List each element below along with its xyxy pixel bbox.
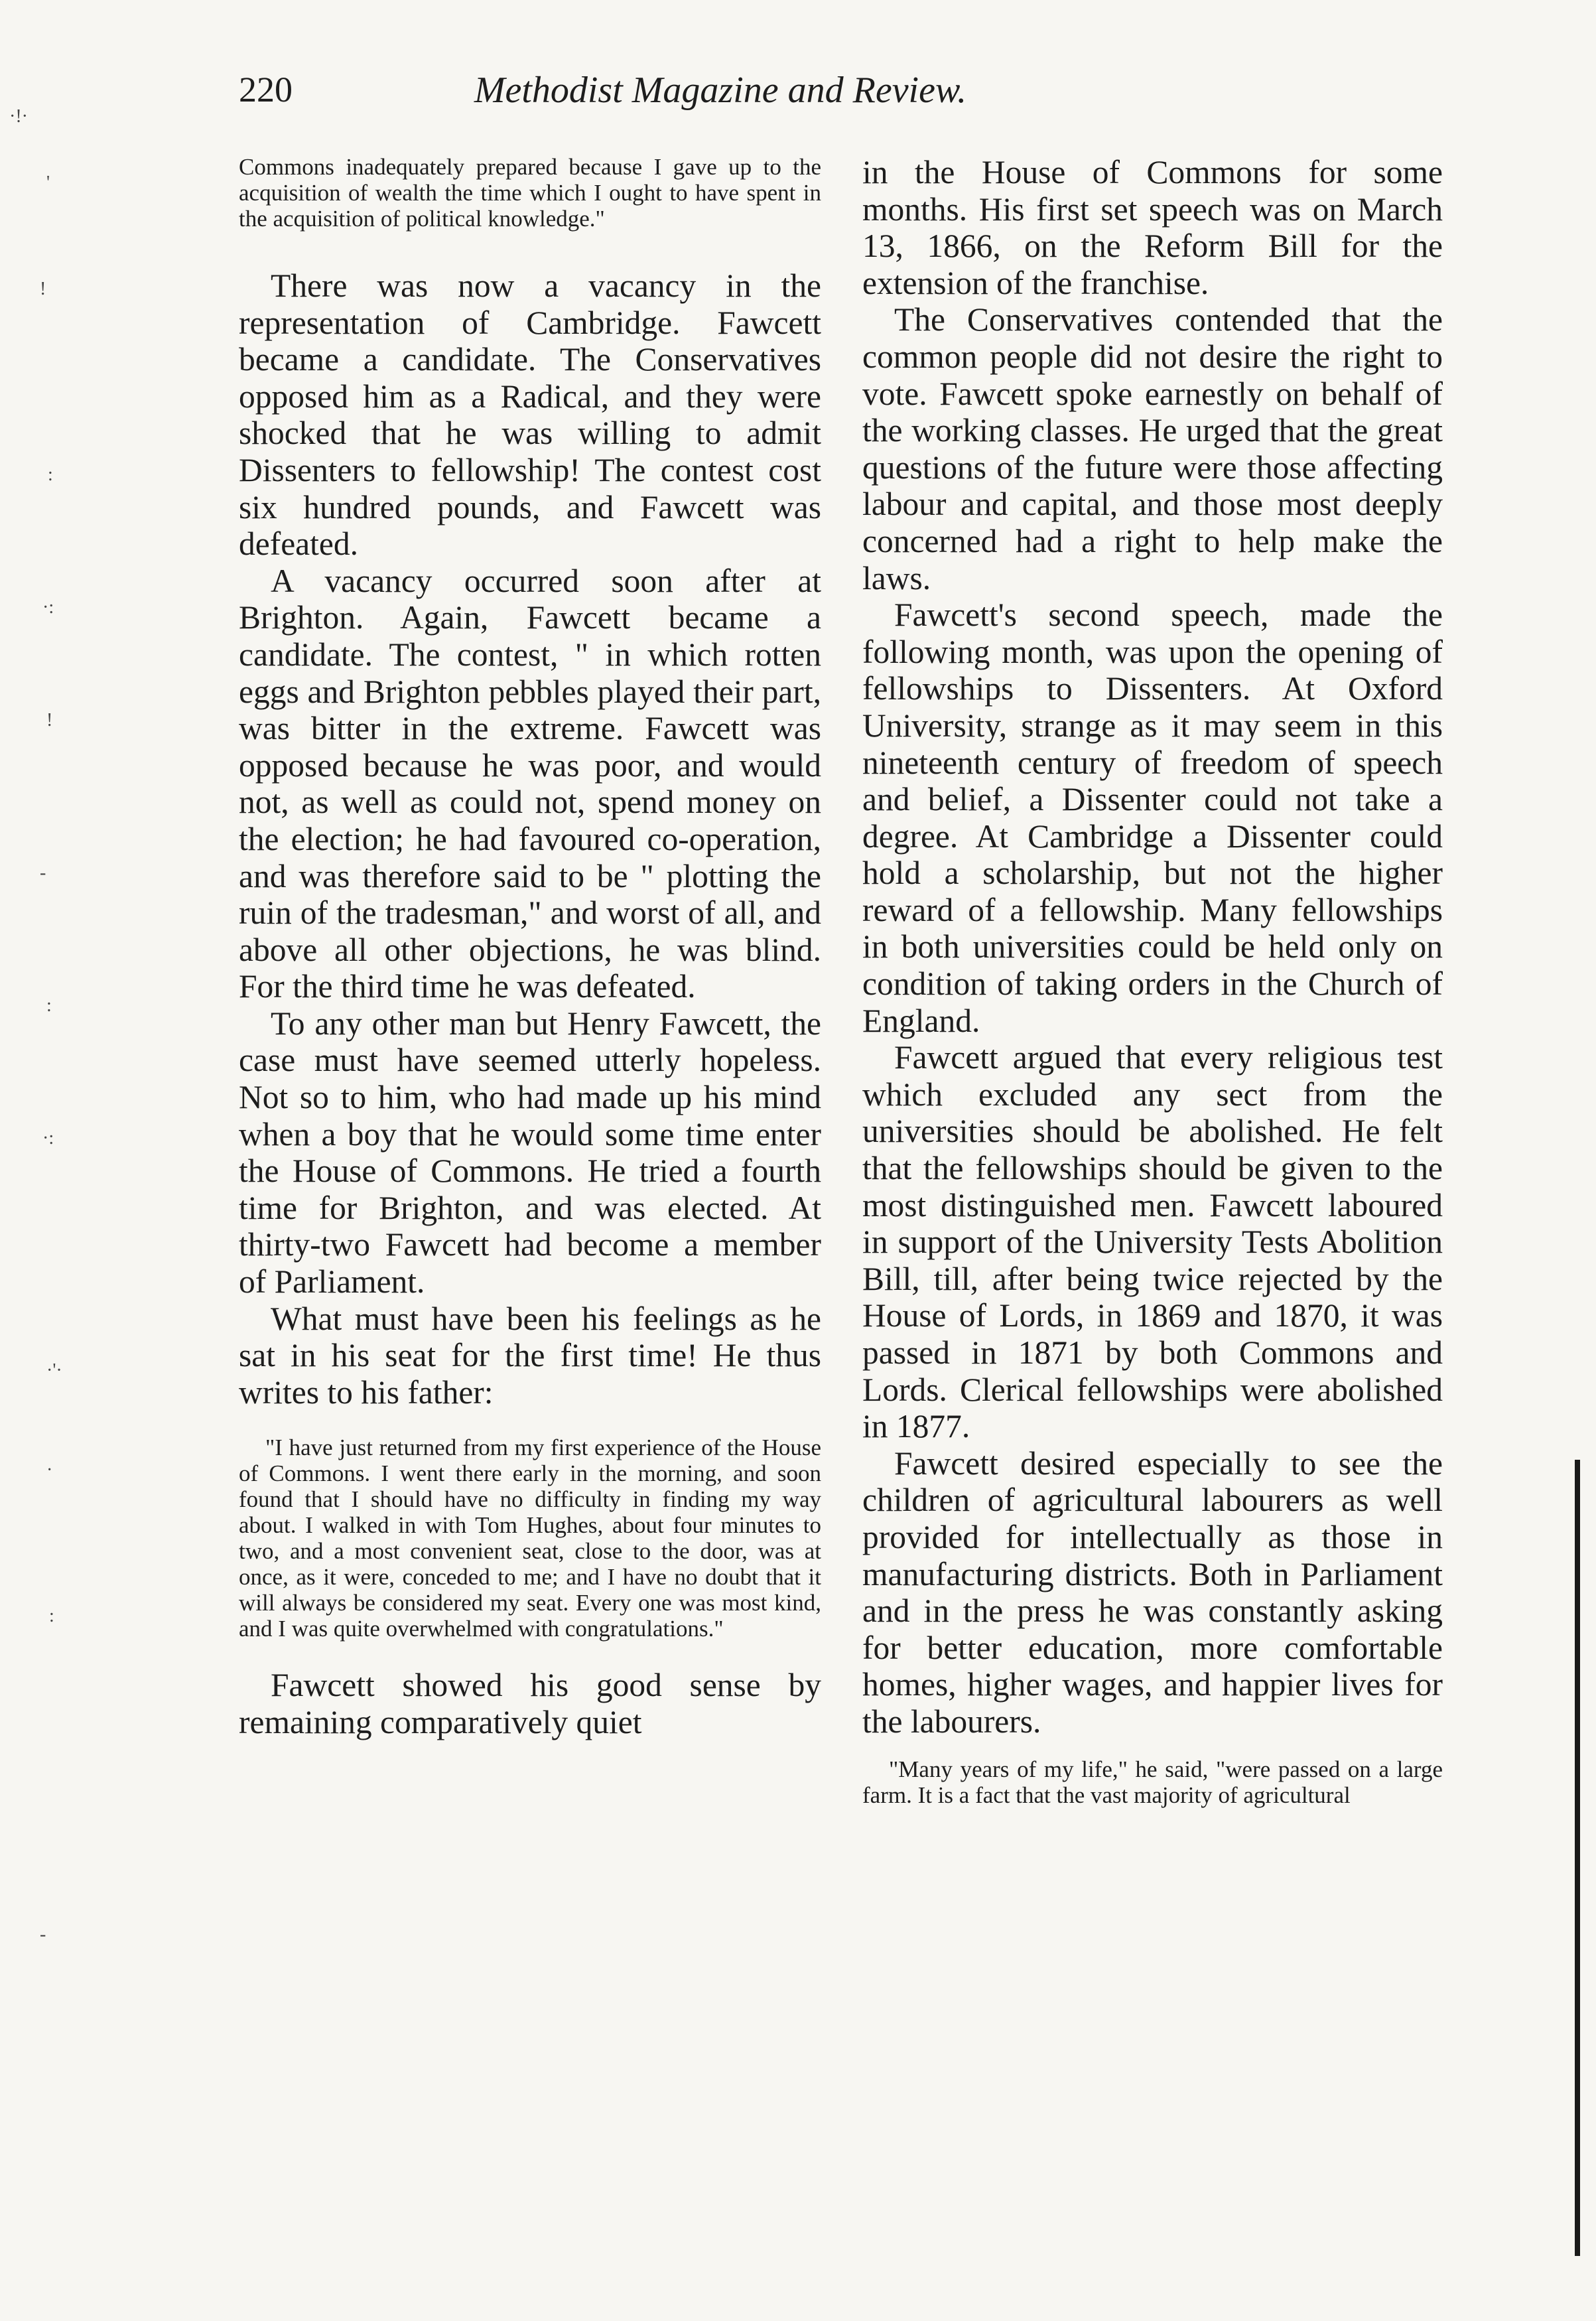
quote-paragraph: Commons inadequately prepared because I gave up to the acquisition of wealth the time which I ought to have spent in the acquisition of political knowledge." bbox=[239, 154, 821, 232]
body-paragraph: Fawcett showed his good sense by remaining comparatively quiet bbox=[239, 1667, 821, 1740]
left-column bbox=[239, 154, 821, 1741]
body-paragraph: Fawcett argued that every religious test which excluded any sect from the universities should be abolished. He felt that the fellowships should be given to the most distinguished men. Fawcett laboured in support of the University Tests Abolition Bill, till, after being twice rejected by the House of Lords, in 1869 and 1870, it was passed in 1871 by both Commons and Lords. Clerical fellowships were abolished in 1877. bbox=[862, 1039, 1443, 1445]
body-paragraph: Fawcett's second speech, made the following month, was upon the opening of fellowships to Dissenters. At Oxford University, strange as it may seem in this nineteenth century of freedom of speech and belief, a Dissenter could not take a degree. At Cambridge a Dissenter could hold a scholarship, but not the higher reward of a fellowship. Many fellowships in both universities could be held only on condition of taking orders in the Church of England. bbox=[862, 597, 1443, 1039]
body-paragraph: in the House of Commons for some months. His first set speech was on March 13, 1866, on the Reform Bill for the extension of the franchise. bbox=[862, 154, 1443, 301]
quote-paragraph: "Many years of my life," he said, "were passed on a large farm. It is a fact that the vast majority of agricultural bbox=[862, 1756, 1443, 1808]
body-paragraph: There was now a vacancy in the representation of Cambridge. Fawcett became a candidate. The Conservatives opposed him as a Radical, and they were shocked that he was willing to admit Dissenters to fellowship! The contest cost six hundred pounds, and Fawcett was defeated. bbox=[239, 267, 821, 563]
right-column bbox=[862, 154, 1443, 1808]
body-paragraph: A vacancy occurred soon after at Brighton. Again, Fawcett became a candidate. The contest, " in which rotten eggs and Brighton pebbles played their part, was bitter in the extreme. Fawcett was opposed because he was poor, and would not, as well as could not, spend money on the election; he had favoured co-operation, and was therefore said to be " plotting the ruin of the tradesman," and worst of all, and above all other objections, he was blind. For the third time he was defeated. bbox=[239, 562, 821, 1005]
body-paragraph: To any other man but Henry Fawcett, the case must have seemed utterly hopeless. Not so to him, who had made up his mind when a boy that he would some time enter the House of Commons. He tried a fourth time for Brighton, and was elected. At thirty-two Fawcett had become a member of Parliament. bbox=[239, 1005, 821, 1301]
margin-scan-marks: ·ǃ· ' ǃ : ·: ǃ - : ·: ·'· · : - bbox=[9, 106, 62, 1945]
body-paragraph: What must have been his feelings as he sat in his seat for the first time! He thus writes to his father: bbox=[239, 1300, 821, 1411]
right-edge-bar bbox=[1575, 1460, 1580, 2256]
body-paragraph: Fawcett desired especially to see the children of agricultural labourers as well provided for intellectually as those in manufacturing districts. Both in Parliament and in the press he was constantly asking for better education, more comfortable homes, higher wages, and happier lives for the labourers. bbox=[862, 1444, 1443, 1740]
running-title: Methodist Magazine and Review. bbox=[474, 70, 967, 111]
quote-paragraph: "I have just returned from my first experience of the House of Commons. I went there early in the morning, and soon found that I should have no difficulty in finding my way about. I walked in with Tom Hughes, about four minutes to two, and a most convenient seat, close to the door, was at once, as it were, conceded to me; and I have no doubt that it will always be considered my seat. Every one was most kind, and I was quite overwhelmed with congratulations." bbox=[239, 1435, 821, 1642]
page-number: 220 bbox=[239, 70, 293, 109]
page-header bbox=[239, 69, 1136, 122]
body-paragraph: The Conservatives contended that the common people did not desire the right to vote. Fawcett spoke earnestly on behalf of the working classes. He urged that the great questions of the future were those affecting labour and capital, and those most deeply concerned had a right to help make the laws. bbox=[862, 301, 1443, 597]
